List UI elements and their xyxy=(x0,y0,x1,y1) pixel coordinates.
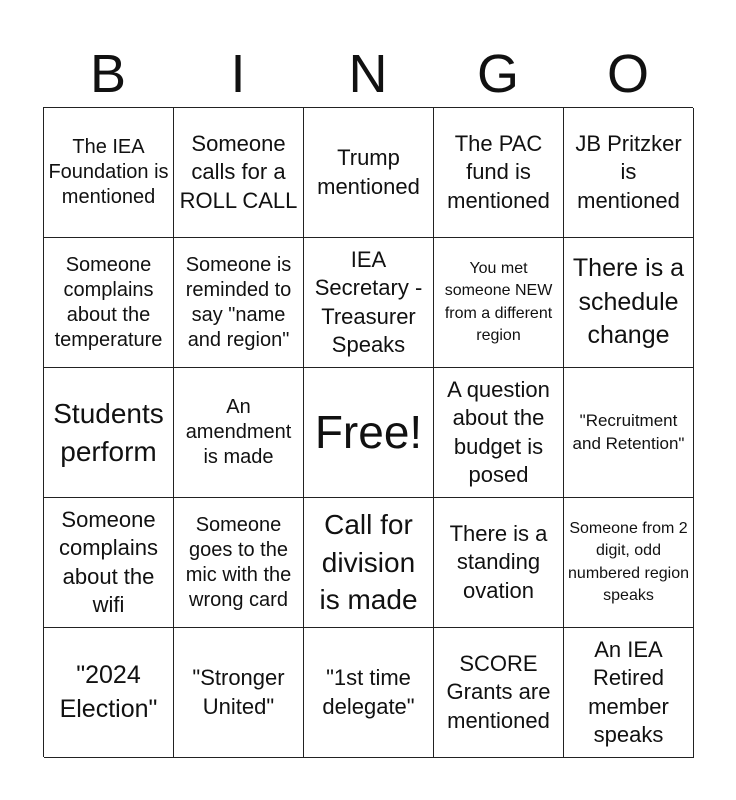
cell-text: A question about the budget is posed xyxy=(447,377,550,487)
cell-text: Someone is reminded to say "name and region" xyxy=(185,253,292,351)
header-letter-b: B xyxy=(89,44,127,104)
cell-text: Students perform xyxy=(53,397,164,467)
cell-text: The PAC fund is mentioned xyxy=(447,131,550,213)
bingo-cell[interactable] xyxy=(434,498,564,628)
bingo-cell[interactable] xyxy=(564,108,694,238)
bingo-cell[interactable] xyxy=(434,108,564,238)
header-letter-i: I xyxy=(230,44,246,104)
bingo-cell[interactable] xyxy=(434,628,564,758)
cell-text: An IEA Retired member speaks xyxy=(588,637,669,747)
cell-text: Someone calls for a ROLL CALL xyxy=(179,131,298,213)
bingo-card xyxy=(43,107,693,757)
bingo-cell[interactable] xyxy=(304,238,434,368)
bingo-cell[interactable] xyxy=(304,498,434,628)
bingo-cell[interactable] xyxy=(174,498,304,628)
cell-text: There is a schedule change xyxy=(572,253,685,350)
cell-text: Someone goes to the mic with the wrong card xyxy=(185,513,292,611)
bingo-cell[interactable] xyxy=(174,368,304,498)
cell-text: IEA Secretary -Treasurer Speaks xyxy=(314,247,423,357)
bingo-cell[interactable] xyxy=(564,498,694,628)
bingo-cell[interactable] xyxy=(304,108,434,238)
cell-text: "2024 Election" xyxy=(59,660,158,723)
cell-text: SCORE Grants are mentioned xyxy=(446,651,551,733)
bingo-cell[interactable] xyxy=(304,628,434,758)
cell-text: Someone complains about the wifi xyxy=(58,507,159,617)
bingo-cell[interactable] xyxy=(174,628,304,758)
bingo-header xyxy=(43,40,693,108)
header-letter-n: N xyxy=(348,44,388,104)
bingo-cell[interactable] xyxy=(44,238,174,368)
header-letter-o: O xyxy=(606,44,649,104)
bingo-cell[interactable] xyxy=(44,628,174,758)
bingo-cell[interactable] xyxy=(564,368,694,498)
bingo-cell[interactable] xyxy=(174,238,304,368)
cell-text: You met someone NEW from a different region xyxy=(444,259,553,344)
free-space-cell[interactable] xyxy=(304,368,434,498)
cell-text: Someone from 2 digit, odd numbered region speaks xyxy=(568,519,689,604)
bingo-cell[interactable] xyxy=(434,238,564,368)
cell-text: JB Pritzker is mentioned xyxy=(575,131,682,213)
cell-text: "Stronger United" xyxy=(192,665,285,719)
bingo-cell[interactable] xyxy=(434,368,564,498)
free-space-text: Free! xyxy=(314,406,423,459)
bingo-cell[interactable] xyxy=(44,498,174,628)
bingo-cell[interactable] xyxy=(564,238,694,368)
cell-text: "1st time delegate" xyxy=(322,665,415,719)
cell-text: The IEA Foundation is mentioned xyxy=(48,136,169,208)
bingo-cell[interactable] xyxy=(44,368,174,498)
cell-text: Call for division is made xyxy=(319,508,418,616)
cell-text: There is a standing ovation xyxy=(449,521,548,603)
bingo-cell[interactable] xyxy=(44,108,174,238)
cell-text: An amendment is made xyxy=(185,396,292,468)
cell-text: Someone complains about the temperature xyxy=(54,253,163,351)
bingo-cell[interactable] xyxy=(564,628,694,758)
bingo-cell[interactable] xyxy=(174,108,304,238)
header-letter-g: G xyxy=(476,44,519,104)
cell-text: Trump mentioned xyxy=(317,145,420,199)
cell-text: "Recruitment and Retention" xyxy=(572,410,685,453)
